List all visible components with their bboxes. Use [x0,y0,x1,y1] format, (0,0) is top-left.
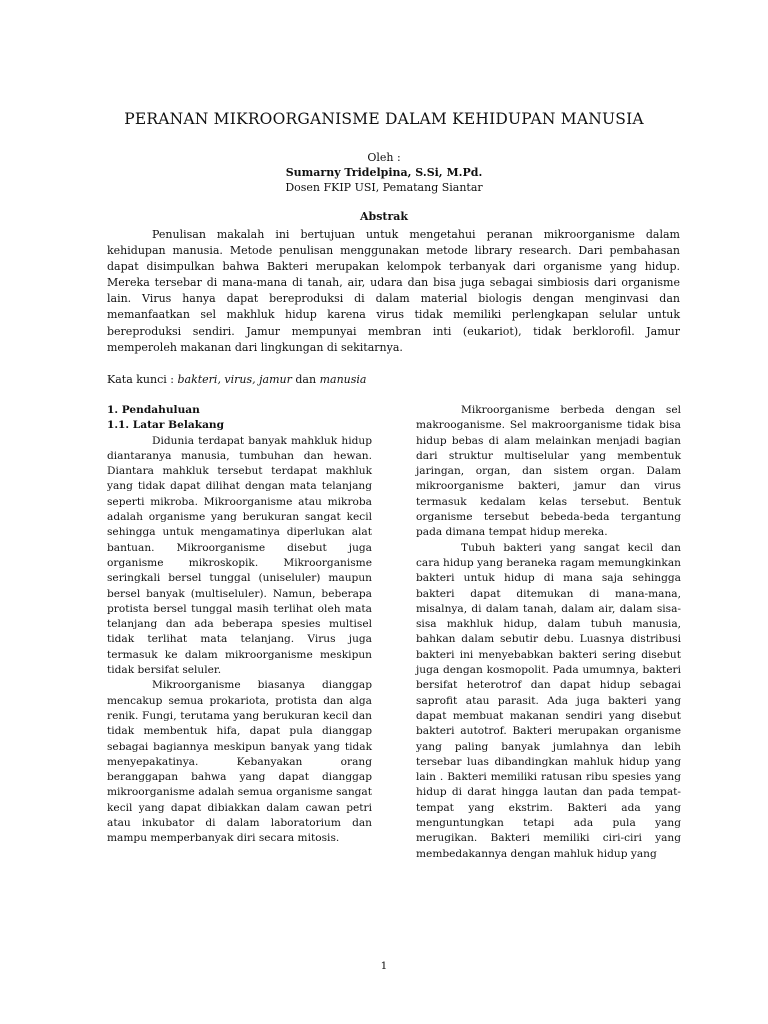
paper-title: PERANAN MIKROORGANISME DALAM KEHIDUPAN MANUSIA [124,110,644,128]
keywords-last: manusia [319,373,367,386]
body-paragraph: Mikroorganisme biasanya dianggap mencakup semua prokariota, protista dan alga renik. Fungi, terutama yang berukuran kecil dan tidak membentuk hifa, dapat pula dianggap sebagai bagiannya meskipun banyak yang tidak menyepakatinya. Kebanyakan orang beranggapan bahwa yang dapat dianggap mikroorganisme adalah semua organisme sangat kecil yang dapat dibiakkan dalam cawan petri atau inkubator di dalam laboratorium dan mampu memperbanyak diri secara mitosis. [107,679,372,845]
section-heading: 1. Pendahuluan [107,404,200,416]
left-column [107,403,372,847]
subsection-heading: 1.1. Latar Belakang [107,419,225,432]
abstract-heading: Abstrak [359,210,409,223]
body-paragraph: Didunia terdapat banyak mahkluk hidup diantaranya manusia, tumbuhan dan hewan. Diantara mahkluk tersebut terdapat makhluk yang tidak dapat dilihat dengan mata telanjang seperti mikroba. Mikroorganisme atau mikroba adalah organisme yang berukuran sangat kecil sehingga untuk mengamatinya diperlukan alat bantuan. Mikroorganisme disebut juga organisme mikroskopik. Mikroorganisme seringkali bersel tunggal (uniseluler) maupun bersel banyak (multiseluler). Namun, beberapa protista bersel tunggal masih terlihat oleh mata telanjang dan ada beberapa spesies multisel tidak terlihat mata telanjang. Virus juga termasuk ke dalam mikroorganisme meskipun tidak bersifat seluler. [107,434,372,677]
keywords-connector: dan [295,373,317,386]
keywords-terms: bakteri, virus, jamur [177,373,292,386]
page-number: 1 [380,960,388,972]
byline-oleh: Oleh : [367,151,401,164]
body-paragraph: Tubuh bakteri yang sangat kecil dan cara hidup yang beraneka ragam memungkinkan bakteri untuk hidup di mana saja sehingga bakteri dapat ditemukan di mana-mana, misalnya, di dalam tanah, dalam air, dalam sisa-sisa makhluk hidup, dalam tubuh manusia, bahkan dalam sebutir debu. Luasnya distribusi bakteri ini menyebabkan bakteri sering disebut juga dengan kosmopolit. Pada umumnya, bakteri bersifat heterotrof dan dapat hidup sebagai saprofit atau parasit. Ada juga bakteri yang dapat membuat makanan sendiri yang disebut bakteri autotrof. Bakteri merupakan organisme yang paling banyak jumlahnya dan lebih tersebar luas dibandingkan mahluk hidup yang lain . Bakteri memiliki ratusan ribu spesies yang hidup di darat hingga lautan dan pada tempat-tempat yang ekstrim. Bakteri ada yang menguntungkan tetapi ada pula yang merugikan. Bakteri memiliki ciri-ciri yang membedakannya dengan mahluk hidup yang [416,541,681,860]
keywords-label: Kata kunci : [107,373,174,386]
author-affiliation: Dosen FKIP USI, Pematang Siantar [285,181,483,194]
right-column [416,403,681,862]
abstract-text: Penulisan makalah ini bertujuan untuk mengetahui peranan mikroorganisme dalam kehidupan manusia. Metode penulisan menggunakan metode library research. Dari pembahasan dapat disimpulkan bahwa Bakteri merupakan kelompok terbanyak dari organisme yang hidup. Mereka tersebar di mana-mana di tanah, air, udara dan bisa juga sebagai simbiosis dari organisme lain. Virus hanya dapat bereproduksi di dalam material biologis dengan menginvasi dan memanfaatkan sel makhluk hidup karena virus tidak memiliki perlengkapan selular untuk bereproduksi sendiri. Jamur mempunyai membran inti (eukariot), tidak berklorofil. Jamur memperoleh makanan dari lingkungan di sekitarnya. [107,228,680,354]
keywords-line [107,372,680,388]
author-name: Sumarny Tridelpina, S.Si, M.Pd. [285,166,483,179]
body-paragraph: Mikroorganisme berbeda dengan sel makrooganisme. Sel makroorganisme tidak bisa hidup bebas di alam melainkan menjadi bagian dari struktur multiselular yang membentuk jaringan, organ, dan sistem organ. Dalam mikroorganisme bakteri, jamur dan virus termasuk kedalam kelas tersebut. Bentuk organisme tersebut bebeda-beda tergantung pada dimana tempat hidup mereka. [416,404,681,539]
